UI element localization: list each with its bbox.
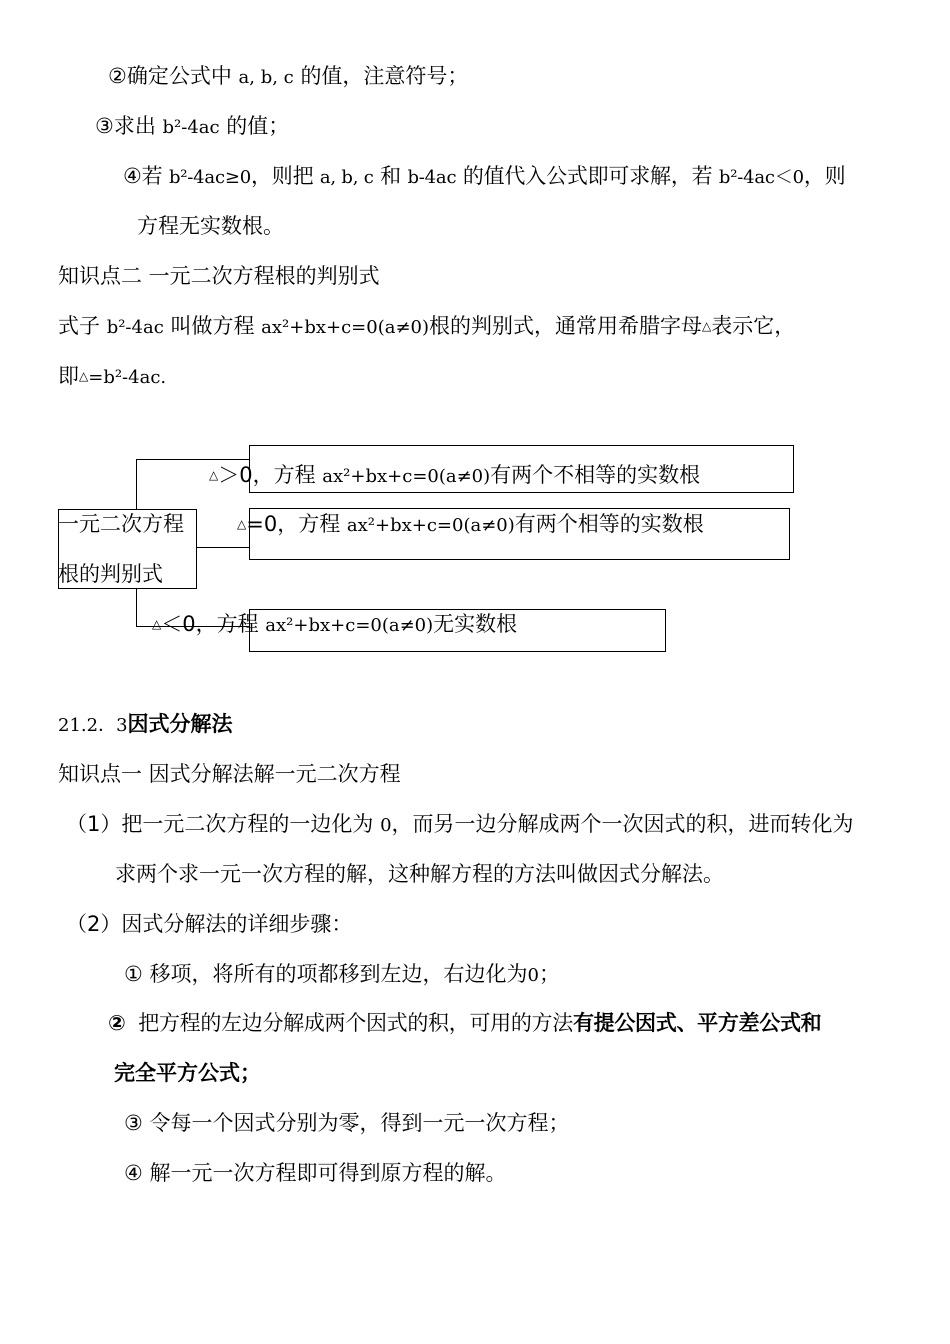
kp1-item2: （2）因式分解法的详细步骤： bbox=[66, 912, 353, 936]
step-4-line2: 方程无实数根。 bbox=[137, 214, 284, 238]
kp2-formula: 即△=b²-4ac. bbox=[58, 364, 167, 388]
step-4: ④若 b²-4ac≥0，则把 a, b, c 和 b-4ac 的值代入公式即可求解，若 b²-4ac＜0，则 bbox=[123, 164, 846, 188]
section-heading: 21.2．3因式分解法 bbox=[58, 712, 233, 736]
item-marker: （1） bbox=[66, 812, 122, 836]
step-marker: ③ bbox=[95, 114, 114, 138]
kp2-heading: 知识点二 一元二次方程根的判别式 bbox=[58, 264, 380, 288]
triangle-icon: △ bbox=[237, 517, 247, 531]
kp1-step2: ② 把方程的左边分解成两个因式的积，可用的方法有提公因式、平方差公式和 bbox=[108, 1011, 822, 1035]
step-marker: ② bbox=[108, 64, 127, 88]
step-marker: ② bbox=[108, 1011, 126, 1035]
kp1-step2-line2: 完全平方公式； bbox=[114, 1061, 261, 1085]
kp1-item1: （1）把一元二次方程的一边化为 0，而另一边分解成两个一次因式的积，进而转化为 bbox=[66, 812, 854, 836]
kp1-step4: ④ 解一元一次方程即可得到原方程的解。 bbox=[124, 1161, 507, 1185]
case1-text: △＞0，方程 ax²+bx+c=0(a≠0)有两个不相等的实数根 bbox=[209, 463, 701, 487]
branch-line-case1 bbox=[136, 459, 249, 460]
kp2-definition: 式子 b²-4ac 叫做方程 ax²+bx+c=0(a≠0)根的判别式，通常用希腊字母△表示它， bbox=[58, 314, 796, 338]
triangle-icon: △ bbox=[702, 319, 712, 333]
kp1-step3: ③ 令每一个因式分别为零，得到一元一次方程； bbox=[124, 1111, 570, 1135]
case3-text: △＜0，方程 ax²+bx+c=0(a≠0)无实数根 bbox=[152, 612, 518, 636]
step-marker: ③ bbox=[124, 1111, 143, 1135]
branch-line-case2 bbox=[197, 547, 249, 548]
item-marker: （2） bbox=[66, 912, 122, 936]
root-label-line2: 根的判别式 bbox=[58, 562, 163, 586]
step-marker: ① bbox=[124, 962, 143, 986]
kp1-step1: ① 移项，将所有的项都移到左边，右边化为0； bbox=[124, 962, 560, 986]
step-2: ②确定公式中 a, b, c 的值，注意符号； bbox=[108, 64, 469, 88]
step-marker: ④ bbox=[123, 164, 142, 188]
kp1-heading: 知识点一 因式分解法解一元二次方程 bbox=[58, 762, 401, 786]
branch-line-up bbox=[136, 459, 137, 509]
step-marker: ④ bbox=[124, 1161, 143, 1185]
step-3: ③求出 b²-4ac 的值； bbox=[95, 114, 290, 138]
triangle-icon: △ bbox=[152, 617, 162, 631]
triangle-icon: △ bbox=[209, 468, 219, 482]
case2-text: △=0，方程 ax²+bx+c=0(a≠0)有两个相等的实数根 bbox=[237, 512, 704, 536]
branch-line-down bbox=[136, 589, 137, 626]
root-label-line1: 一元二次方程 bbox=[58, 512, 184, 536]
kp1-item1-line2: 求两个求一元一次方程的解，这种解方程的方法叫做因式分解法。 bbox=[115, 862, 724, 886]
triangle-icon: △ bbox=[79, 369, 89, 383]
